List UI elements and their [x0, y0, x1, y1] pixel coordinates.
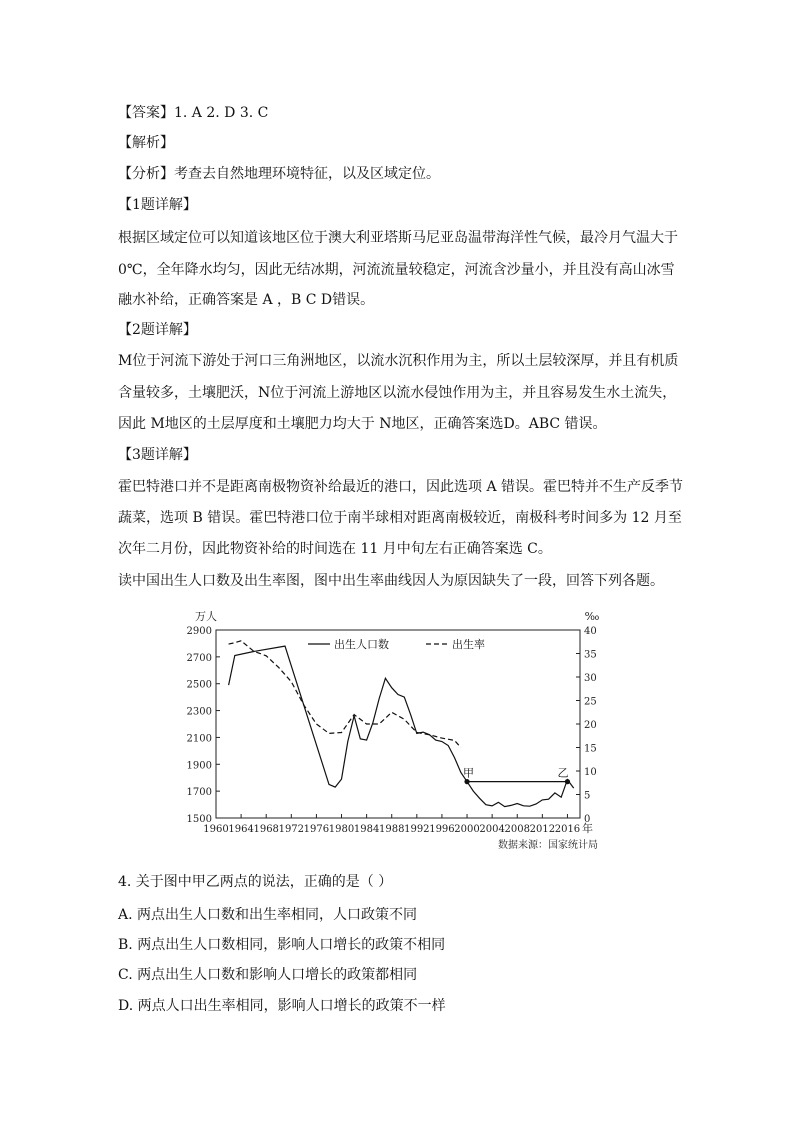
y-left-tick-label: 2100: [186, 733, 212, 745]
q3-heading: 【3题详解】: [118, 447, 197, 463]
x-tick-label: 1960: [203, 824, 229, 835]
q3-line-3: 次年二月份，因此物资补给的时间选在 11 月中旬左右正确答案选 C。: [118, 541, 552, 557]
x-tick-label: 1984: [353, 824, 380, 835]
intro-text: 读中国出生人口数及出生率图，图中出生率曲线因人为原因缺失了一段，回答下列各题。: [118, 573, 664, 589]
q3-line-2: 蔬菜，选项 B 错误。霍巴特港口位于南半球相对距离南极较近，南极科考时间多为 12 月至: [118, 510, 682, 526]
marker-label: 甲: [463, 766, 475, 780]
birth-chart: [180, 604, 620, 854]
q1-line-2: 0℃，全年降水均匀，因此无结冰期，河流流量较稳定，河流含沙量小，并且没有高山冰雪: [118, 262, 675, 278]
q4-option-c[interactable]: C. 两点出生人口数和影响人口增长的政策都相同: [118, 967, 418, 983]
y-right-tick-label: 25: [584, 696, 597, 708]
analysis-heading: 【解析】: [118, 135, 174, 151]
birth-rate-line: [229, 641, 461, 748]
q2-heading: 【2题详解】: [118, 322, 197, 338]
birth-count-line: [229, 646, 574, 807]
y-left-tick-label: 2700: [186, 652, 212, 664]
legend-label: 出生人口数: [334, 638, 389, 651]
x-tick-label: 1980: [328, 824, 355, 835]
x-tick-label: 1964: [228, 824, 254, 835]
q4-option-a[interactable]: A. 两点出生人口数和出生率相同，人口政策不同: [118, 907, 418, 923]
y-left-tick-label: 1900: [186, 760, 212, 772]
x-tick-label: 2004: [479, 824, 505, 835]
chart-source: 数据来源：国家统计局: [498, 840, 598, 851]
y-left-tick-label: 1700: [186, 787, 212, 799]
q1-heading: 【1题详解】: [118, 197, 197, 213]
x-axis-unit: 年: [582, 822, 593, 835]
y-left-tick-label: 2900: [186, 626, 212, 637]
y-right-axis-unit: ‰: [584, 610, 600, 623]
q3-line-1: 霍巴特港口并不是距离南极物资补给最近的港口，因此选项 A 错误。霍巴特并不生产反季节: [118, 479, 684, 495]
analysis-text: 【分析】考查去自然地理环境特征，以及区域定位。: [118, 166, 440, 182]
q2-line-3: 因此 M地区的土层厚度和土壤肥力均大于 N地区，正确答案选D。ABC 错误。: [118, 416, 607, 432]
x-tick-label: 2000: [454, 824, 480, 835]
y-right-tick-label: 35: [584, 649, 597, 661]
y-right-tick-label: 40: [584, 626, 597, 637]
x-tick-label: 2012: [529, 824, 556, 835]
y-right-tick-label: 5: [584, 790, 591, 802]
marker-label: 乙: [557, 766, 569, 780]
q2-line-2: 含量较多，土壤肥沃，N位于河流上游地区以流水侵蚀作用为主，并且容易发生水土流失，: [118, 385, 677, 401]
x-tick-label: 1968: [253, 824, 279, 835]
legend-label: 出生率: [452, 638, 485, 651]
plot-frame: [216, 630, 580, 818]
q1-line-1: 根据区域定位可以知道该地区位于澳大利亚塔斯马尼亚岛温带海洋性气候，最冷月气温大于: [118, 230, 678, 246]
marker-point: [565, 779, 570, 784]
y-left-axis-unit: 万人: [195, 610, 217, 623]
x-tick-label: 1988: [378, 824, 405, 835]
q1-line-3: 融水补给，正确答案是 A ，B C D错误。: [118, 292, 375, 308]
q4-option-d[interactable]: D. 两点人口出生率相同，影响人口增长的政策不一样: [118, 998, 446, 1014]
y-left-tick-label: 2300: [186, 706, 212, 718]
x-tick-label: 1992: [404, 824, 430, 835]
y-right-tick-label: 0: [584, 814, 591, 825]
y-left-tick-label: 1500: [186, 814, 212, 825]
q2-line-1: M位于河流下游处于河口三角洲地区，以流水沉积作用为主，所以土层较深厚，并且有机质: [118, 353, 679, 369]
y-left-tick-label: 2500: [186, 679, 212, 691]
x-tick-label: 2008: [504, 824, 530, 835]
marker-point: [464, 779, 469, 784]
x-tick-label: 1996: [429, 824, 455, 835]
x-tick-label: 2016: [554, 824, 581, 835]
y-right-tick-label: 20: [584, 720, 597, 731]
x-tick-label: 1972: [278, 824, 305, 835]
y-right-tick-label: 30: [584, 673, 597, 684]
y-right-tick-label: 15: [584, 743, 597, 755]
x-tick-label: 1976: [303, 824, 330, 835]
q4-option-b[interactable]: B. 两点出生人口数相同，影响人口增长的政策不相同: [118, 937, 446, 953]
q4-stem: 4. 关于图中甲乙两点的说法，正确的是（ ）: [118, 874, 393, 890]
y-right-tick-label: 10: [584, 767, 597, 778]
answer-line: 【答案】1. A 2. D 3. C: [118, 105, 269, 121]
